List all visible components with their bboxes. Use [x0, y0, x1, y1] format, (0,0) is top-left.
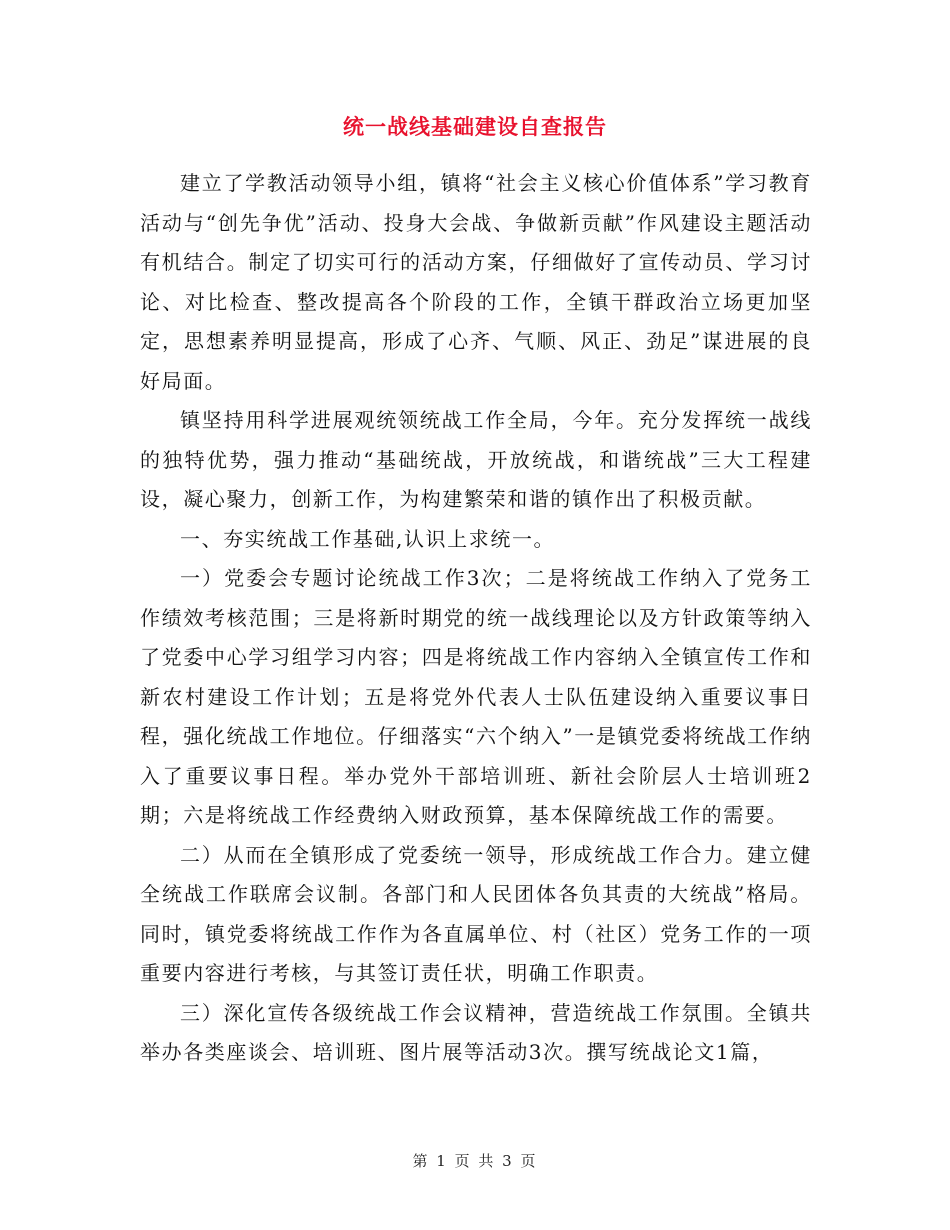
page-number-footer: 第 1 页 共 3 页 [412, 1152, 538, 1170]
document-body [140, 164, 812, 1073]
paragraph-4: 二）从而在全镇形成了党委统一领导，形成统战工作合力。建立健全统战工作联席会议制。各部门和人民团体各负其责的大统战”格局。同时，镇党委将统战工作作为各直属单位、村（社区）党务工作的一项重要内容进行考核，与其签订责任状，明确工作职责。 [140, 842, 812, 985]
paragraph-5: 三）深化宣传各级统战工作会议精神，营造统战工作氛围。全镇共举办各类座谈会、培训班、图片展等活动3次。撰写统战论文1篇， [140, 1000, 812, 1064]
section-heading-1: 一、夯实统战工作基础,认识上求统一。 [180, 526, 556, 551]
paragraph-2: 镇坚持用科学进展观统领统战工作全局，今年。充分发挥统一战线的独特优势，强力推动“基础统战，开放统战，和谐统战”三大工程建设，凝心聚力，创新工作，为构建繁荣和谐的镇作出了积极贡献。 [140, 408, 812, 511]
paragraph-3: 一）党委会专题讨论统战工作3次；二是将统战工作纳入了党务工作绩效考核范围；三是将新时期党的统一战线理论以及方针政策等纳入了党委中心学习组学习内容；四是将统战工作内容纳入全镇宣传工作和新农村建设工作计划；五是将党外代表人士队伍建设纳入重要议事日程，强化统战工作地位。仔细落实“六个纳入”一是镇党委将统战工作纳入了重要议事日程。举办党外干部培训班、新社会阶层人士培训班2期；六是将统战工作经费纳入财政预算，基本保障统战工作的需要。 [140, 566, 812, 827]
document-title: 统一战线基础建设自查报告 [343, 114, 607, 139]
paragraph-1: 建立了学教活动领导小组，镇将“社会主义核心价值体系”学习教育活动与“创先争优”活动、投身大会战、争做新贡献”作风建设主题活动有机结合。制定了切实可行的活动方案，仔细做好了宣传动员、学习讨论、对比检查、整改提高各个阶段的工作，全镇干群政治立场更加坚定，思想素养明显提高，形成了心齐、气顺、风正、劲足”谋进展的良好局面。 [140, 171, 812, 393]
